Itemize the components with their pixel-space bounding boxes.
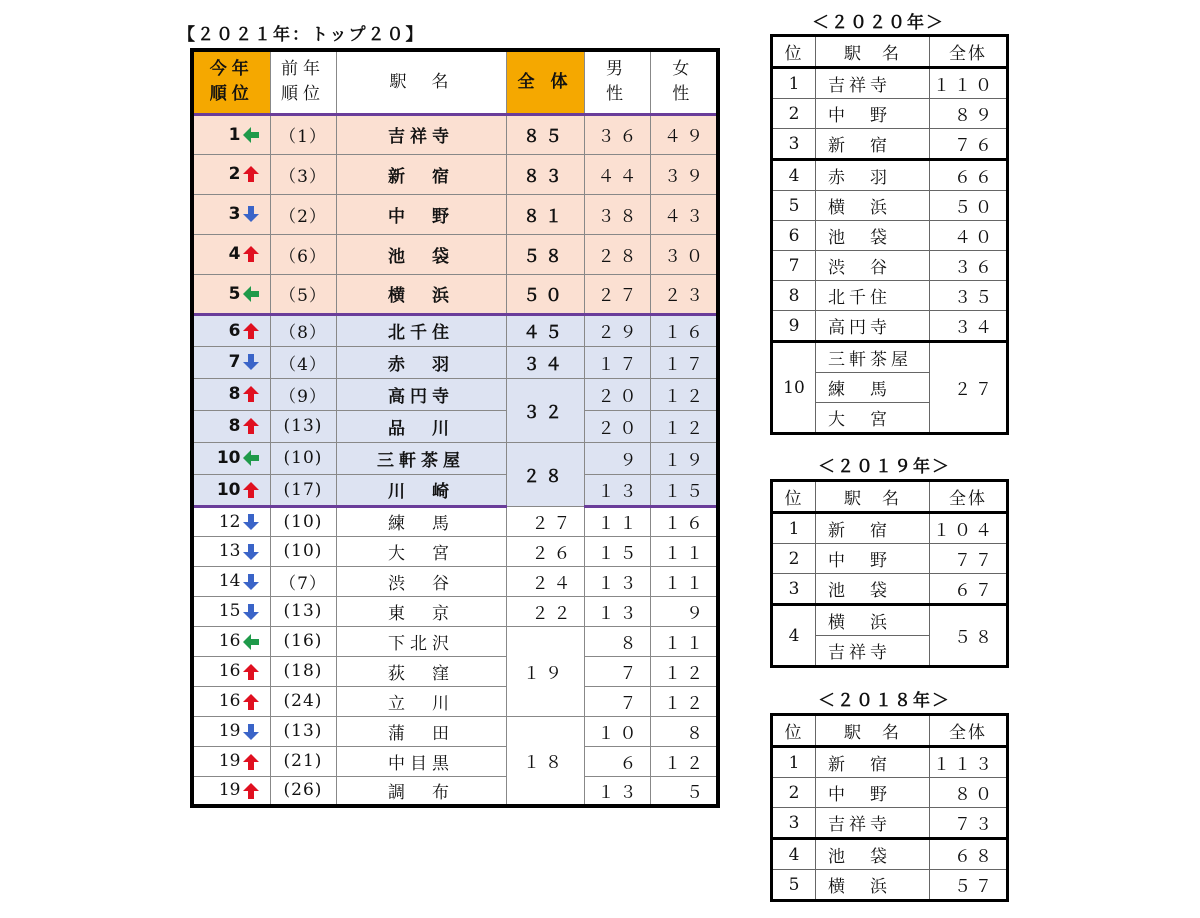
rank-number: 19 xyxy=(218,751,241,771)
table-row xyxy=(192,566,718,596)
station-cell: 池 袋 xyxy=(336,234,506,274)
station-cell: 渋 谷 xyxy=(816,251,930,281)
rank-cell: 2 xyxy=(772,99,816,129)
prev-rank-cell: (24) xyxy=(270,686,336,716)
table-row xyxy=(772,311,1008,342)
table-row xyxy=(772,342,1008,373)
rank-cell xyxy=(192,378,270,410)
rank-cell xyxy=(192,506,270,536)
rank-number: 6 xyxy=(228,320,241,341)
rank-cell: 9 xyxy=(772,311,816,342)
arrow-up-icon xyxy=(242,782,260,800)
arrow-up-icon xyxy=(242,663,260,681)
station-cell: 中 野 xyxy=(336,194,506,234)
male-cell: ３６ xyxy=(584,114,650,154)
arrow-left-icon xyxy=(242,633,260,651)
header-station: 駅 名 xyxy=(816,481,930,513)
table-row xyxy=(192,716,718,746)
header-row xyxy=(772,715,1008,747)
header-male: 男 性 xyxy=(584,50,650,114)
male-cell: ３８ xyxy=(584,194,650,234)
female-cell: ８ xyxy=(650,716,718,746)
rank-cell: 5 xyxy=(772,870,816,901)
prev-rank-cell: （4） xyxy=(270,346,336,378)
table-row xyxy=(772,191,1008,221)
female-cell: １１ xyxy=(650,566,718,596)
rank-number: 19 xyxy=(218,780,241,801)
table-row xyxy=(192,656,718,686)
rank-number: 16 xyxy=(218,691,241,711)
station-cell: 蒲 田 xyxy=(336,716,506,746)
total-cell: ３４ xyxy=(506,346,584,378)
station-cell: 立 川 xyxy=(336,686,506,716)
rank-cell xyxy=(192,536,270,566)
male-cell: １３ xyxy=(584,566,650,596)
total-cell: ５０ xyxy=(930,191,1008,221)
station-cell: 新 宿 xyxy=(816,747,930,778)
rank-cell: 1 xyxy=(772,747,816,778)
title-2019: ＜２０１９年＞ xyxy=(818,457,951,477)
rank-number: 12 xyxy=(218,511,241,532)
station-cell: 渋 谷 xyxy=(336,566,506,596)
table-row xyxy=(772,808,1008,839)
rank-number: 13 xyxy=(218,541,241,561)
rank-cell: 3 xyxy=(772,129,816,160)
table-row xyxy=(192,596,718,626)
prev-rank-cell: (10) xyxy=(270,442,336,474)
table-row xyxy=(192,114,718,154)
rank-cell: 7 xyxy=(772,251,816,281)
arrow-down-icon xyxy=(242,543,260,561)
rank-cell: 2 xyxy=(772,778,816,808)
header-station: 駅 名 xyxy=(816,36,930,68)
table-row xyxy=(192,626,718,656)
female-cell: １２ xyxy=(650,656,718,686)
prev-rank-cell: (17) xyxy=(270,474,336,506)
station-cell: 池 袋 xyxy=(816,839,930,870)
ranking-table-2020 xyxy=(770,34,1009,435)
header-total: 全体 xyxy=(930,36,1008,68)
female-cell: ２３ xyxy=(650,274,718,314)
rank-cell: 1 xyxy=(772,68,816,99)
title-2020: ＜２０２０年＞ xyxy=(812,13,945,33)
title-2021: 【２０２１年：トップ２０】 xyxy=(178,25,425,45)
table-row xyxy=(192,314,718,346)
total-cell: １８ xyxy=(506,716,584,806)
table-row xyxy=(192,410,718,442)
female-cell: １１ xyxy=(650,626,718,656)
arrow-up-icon xyxy=(242,753,260,771)
table-row xyxy=(772,513,1008,544)
station-cell: 大 宮 xyxy=(336,536,506,566)
arrow-left-icon xyxy=(242,126,260,144)
header-row xyxy=(772,36,1008,68)
female-cell: １７ xyxy=(650,346,718,378)
table-row xyxy=(772,605,1008,636)
rank-cell xyxy=(192,442,270,474)
arrow-up-icon xyxy=(242,481,260,499)
male-cell: １３ xyxy=(584,596,650,626)
prev-rank-cell: （8） xyxy=(270,314,336,346)
prev-rank-cell: （5） xyxy=(270,274,336,314)
rank-cell xyxy=(192,114,270,154)
male-cell: ７ xyxy=(584,686,650,716)
male-cell: ７ xyxy=(584,656,650,686)
station-cell: 大 宮 xyxy=(816,403,930,434)
rank-number: 8 xyxy=(228,416,241,436)
total-cell: ４５ xyxy=(506,314,584,346)
table-row xyxy=(772,68,1008,99)
female-cell: ４３ xyxy=(650,194,718,234)
total-cell: ６８ xyxy=(930,839,1008,870)
rank-cell: 3 xyxy=(772,808,816,839)
table-row xyxy=(192,234,718,274)
rank-number: 15 xyxy=(218,601,241,621)
arrow-up-icon xyxy=(242,165,260,183)
total-cell: ５７ xyxy=(930,870,1008,901)
table-row xyxy=(192,536,718,566)
station-cell: 中 野 xyxy=(816,99,930,129)
total-cell: １０４ xyxy=(930,513,1008,544)
arrow-up-icon xyxy=(242,385,260,403)
total-cell: ２２ xyxy=(506,596,584,626)
prev-rank-cell: （7） xyxy=(270,566,336,596)
station-cell: 品 川 xyxy=(336,410,506,442)
station-cell: 中 野 xyxy=(816,544,930,574)
station-cell: 吉祥寺 xyxy=(816,636,930,667)
station-cell: 三軒茶屋 xyxy=(816,342,930,373)
rank-number: 10 xyxy=(216,448,241,468)
arrow-down-icon xyxy=(242,513,260,531)
header-rank: 位 xyxy=(772,715,816,747)
arrow-up-icon xyxy=(242,322,260,340)
female-cell: １２ xyxy=(650,746,718,776)
total-cell: ６６ xyxy=(930,160,1008,191)
rank-cell xyxy=(192,410,270,442)
table-row xyxy=(772,747,1008,778)
total-cell: ８３ xyxy=(506,154,584,194)
station-cell: 池 袋 xyxy=(816,221,930,251)
total-cell: ２７ xyxy=(930,342,1008,434)
rank-cell: 10 xyxy=(772,342,816,434)
female-cell: １２ xyxy=(650,378,718,410)
prev-rank-cell: （3） xyxy=(270,154,336,194)
arrow-left-icon xyxy=(242,285,260,303)
prev-rank-cell: （9） xyxy=(270,378,336,410)
station-cell: 川 崎 xyxy=(336,474,506,506)
arrow-up-icon xyxy=(242,245,260,263)
rank-number: 4 xyxy=(228,244,241,264)
prev-rank-cell: （1） xyxy=(270,114,336,154)
station-cell: 新 宿 xyxy=(336,154,506,194)
arrow-down-icon xyxy=(242,353,260,371)
male-cell: ６ xyxy=(584,746,650,776)
total-cell: ２６ xyxy=(506,536,584,566)
rank-number: 5 xyxy=(228,283,241,304)
arrow-down-icon xyxy=(242,723,260,741)
male-cell: ４４ xyxy=(584,154,650,194)
female-cell: １９ xyxy=(650,442,718,474)
rank-cell xyxy=(192,194,270,234)
header-station: 駅 名 xyxy=(816,715,930,747)
rank-cell xyxy=(192,474,270,506)
table-row xyxy=(772,574,1008,605)
prev-rank-cell: (13) xyxy=(270,596,336,626)
rank-cell xyxy=(192,596,270,626)
rank-cell: 4 xyxy=(772,605,816,667)
station-cell: 池 袋 xyxy=(816,574,930,605)
prev-rank-cell: (16) xyxy=(270,626,336,656)
ranking-table-2019 xyxy=(770,479,1009,668)
rank-number: 2 xyxy=(228,164,241,184)
arrow-up-icon xyxy=(242,693,260,711)
rank-cell xyxy=(192,686,270,716)
female-cell: １５ xyxy=(650,474,718,506)
total-cell: ３５ xyxy=(930,281,1008,311)
header-total: 全体 xyxy=(930,715,1008,747)
table-row xyxy=(192,686,718,716)
rank-number: 16 xyxy=(218,661,241,681)
male-cell: ２０ xyxy=(584,378,650,410)
total-cell: ２７ xyxy=(506,506,584,536)
prev-rank-cell: (26) xyxy=(270,776,336,806)
station-cell: 新 宿 xyxy=(816,129,930,160)
station-cell: 下北沢 xyxy=(336,626,506,656)
table-row xyxy=(772,99,1008,129)
header-row xyxy=(192,50,718,114)
header-prev-rank: 前年 順位 xyxy=(270,50,336,114)
station-cell: 練 馬 xyxy=(816,373,930,403)
station-cell: 高円寺 xyxy=(336,378,506,410)
header-this-year-rank: 今年 順位 xyxy=(192,50,270,114)
male-cell: ２８ xyxy=(584,234,650,274)
total-cell: ８５ xyxy=(506,114,584,154)
station-cell: 練 馬 xyxy=(336,506,506,536)
female-cell: １２ xyxy=(650,686,718,716)
prev-rank-cell: (21) xyxy=(270,746,336,776)
station-cell: 北千住 xyxy=(336,314,506,346)
station-cell: 新 宿 xyxy=(816,513,930,544)
male-cell: ９ xyxy=(584,442,650,474)
rank-number: 7 xyxy=(228,352,241,372)
female-cell: １２ xyxy=(650,410,718,442)
arrow-left-icon xyxy=(242,449,260,467)
table-row xyxy=(772,251,1008,281)
rank-number: 8 xyxy=(228,384,241,404)
rank-cell: 1 xyxy=(772,513,816,544)
male-cell: ２９ xyxy=(584,314,650,346)
total-cell: ６７ xyxy=(930,574,1008,605)
station-cell: 中 野 xyxy=(816,778,930,808)
table-row xyxy=(772,281,1008,311)
male-cell: １３ xyxy=(584,776,650,806)
female-cell: １１ xyxy=(650,536,718,566)
prev-rank-cell: (13) xyxy=(270,716,336,746)
rank-cell xyxy=(192,626,270,656)
rank-number: 19 xyxy=(218,721,241,741)
station-cell: 赤 羽 xyxy=(816,160,930,191)
total-cell: ３４ xyxy=(930,311,1008,342)
male-cell: １３ xyxy=(584,474,650,506)
table-row xyxy=(192,442,718,474)
station-cell: 吉祥寺 xyxy=(816,808,930,839)
header-female: 女 性 xyxy=(650,50,718,114)
total-cell: ５８ xyxy=(930,605,1008,667)
total-cell: ８０ xyxy=(930,778,1008,808)
rank-cell xyxy=(192,746,270,776)
table-row xyxy=(192,776,718,806)
station-cell: 横 浜 xyxy=(816,870,930,901)
rank-cell xyxy=(192,346,270,378)
male-cell: １５ xyxy=(584,536,650,566)
total-cell: ７６ xyxy=(930,129,1008,160)
table-row xyxy=(772,544,1008,574)
female-cell: ９ xyxy=(650,596,718,626)
prev-rank-cell: （6） xyxy=(270,234,336,274)
prev-rank-cell: (10) xyxy=(270,506,336,536)
rank-cell xyxy=(192,716,270,746)
table-row xyxy=(772,870,1008,901)
station-cell: 赤 羽 xyxy=(336,346,506,378)
arrow-down-icon xyxy=(242,603,260,621)
total-cell: １１３ xyxy=(930,747,1008,778)
table-row xyxy=(772,778,1008,808)
female-cell: １６ xyxy=(650,506,718,536)
header-rank: 位 xyxy=(772,36,816,68)
header-total: 全体 xyxy=(930,481,1008,513)
ranking-table-2018 xyxy=(770,713,1009,902)
rank-cell: 2 xyxy=(772,544,816,574)
rank-number: 3 xyxy=(228,204,241,224)
station-cell: 三軒茶屋 xyxy=(336,442,506,474)
rank-number: 1 xyxy=(228,124,241,145)
female-cell: ３９ xyxy=(650,154,718,194)
rank-cell: 4 xyxy=(772,160,816,191)
male-cell: ２７ xyxy=(584,274,650,314)
rank-cell: 4 xyxy=(772,839,816,870)
station-cell: 北千住 xyxy=(816,281,930,311)
station-cell: 横 浜 xyxy=(816,605,930,636)
total-cell: ４０ xyxy=(930,221,1008,251)
table-row xyxy=(192,746,718,776)
total-cell: ２８ xyxy=(506,442,584,506)
arrow-down-icon xyxy=(242,205,260,223)
station-cell: 東 京 xyxy=(336,596,506,626)
rank-cell xyxy=(192,274,270,314)
header-rank: 位 xyxy=(772,481,816,513)
header-station: 駅 名 xyxy=(336,50,506,114)
station-cell: 吉祥寺 xyxy=(336,114,506,154)
table-row xyxy=(192,346,718,378)
male-cell: １１ xyxy=(584,506,650,536)
prev-rank-cell: (13) xyxy=(270,410,336,442)
station-cell: 高円寺 xyxy=(816,311,930,342)
ranking-table-2021 xyxy=(190,48,720,808)
table-row xyxy=(192,194,718,234)
table-row xyxy=(192,506,718,536)
rank-cell xyxy=(192,566,270,596)
male-cell: １７ xyxy=(584,346,650,378)
male-cell: ８ xyxy=(584,626,650,656)
total-cell: １１０ xyxy=(930,68,1008,99)
prev-rank-cell: （2） xyxy=(270,194,336,234)
rank-number: 10 xyxy=(216,479,241,500)
table-row xyxy=(772,839,1008,870)
female-cell: ３０ xyxy=(650,234,718,274)
total-cell: １９ xyxy=(506,626,584,716)
female-cell: １６ xyxy=(650,314,718,346)
total-cell: ７３ xyxy=(930,808,1008,839)
table-row xyxy=(772,129,1008,160)
rank-cell xyxy=(192,776,270,806)
male-cell: ２０ xyxy=(584,410,650,442)
table-row xyxy=(192,154,718,194)
total-cell: ２４ xyxy=(506,566,584,596)
table-row xyxy=(772,221,1008,251)
rank-cell: 6 xyxy=(772,221,816,251)
total-cell: ３６ xyxy=(930,251,1008,281)
rank-number: 14 xyxy=(218,571,241,591)
station-cell: 吉祥寺 xyxy=(816,68,930,99)
table-row xyxy=(192,378,718,410)
arrow-up-icon xyxy=(242,417,260,435)
total-cell: ５０ xyxy=(506,274,584,314)
female-cell: ４９ xyxy=(650,114,718,154)
table-row xyxy=(772,160,1008,191)
header-total: 全 体 xyxy=(506,50,584,114)
total-cell: ７７ xyxy=(930,544,1008,574)
rank-cell xyxy=(192,154,270,194)
table-row xyxy=(192,274,718,314)
total-cell: ３２ xyxy=(506,378,584,442)
arrow-down-icon xyxy=(242,573,260,591)
station-cell: 荻 窪 xyxy=(336,656,506,686)
rank-cell: 3 xyxy=(772,574,816,605)
rank-cell: 5 xyxy=(772,191,816,221)
station-cell: 調 布 xyxy=(336,776,506,806)
rank-cell xyxy=(192,234,270,274)
female-cell: ５ xyxy=(650,776,718,806)
rank-cell xyxy=(192,314,270,346)
prev-rank-cell: (18) xyxy=(270,656,336,686)
total-cell: ８９ xyxy=(930,99,1008,129)
total-cell: ５８ xyxy=(506,234,584,274)
header-row xyxy=(772,481,1008,513)
prev-rank-cell: (10) xyxy=(270,536,336,566)
total-cell: ８１ xyxy=(506,194,584,234)
table-row xyxy=(192,474,718,506)
male-cell: １０ xyxy=(584,716,650,746)
rank-cell: 8 xyxy=(772,281,816,311)
rank-cell xyxy=(192,656,270,686)
rank-number: 16 xyxy=(218,631,241,651)
station-cell: 横 浜 xyxy=(336,274,506,314)
station-cell: 横 浜 xyxy=(816,191,930,221)
title-2018: ＜２０１８年＞ xyxy=(818,691,951,711)
station-cell: 中目黒 xyxy=(336,746,506,776)
